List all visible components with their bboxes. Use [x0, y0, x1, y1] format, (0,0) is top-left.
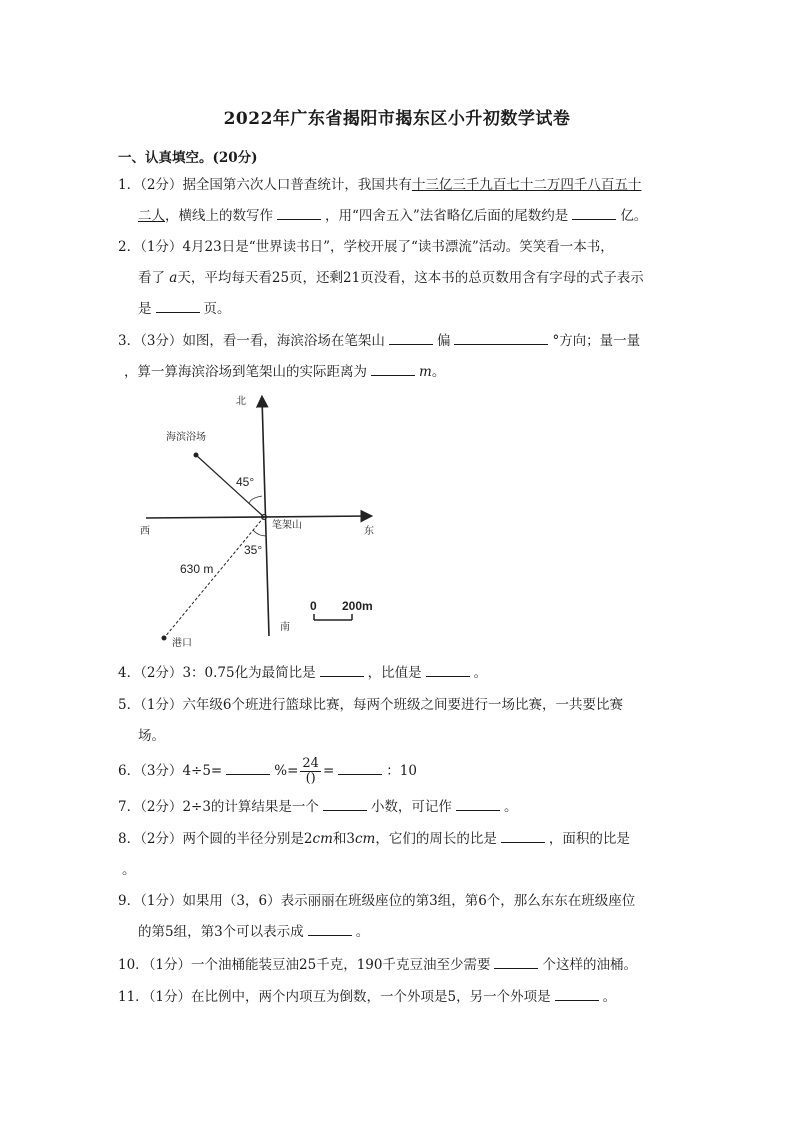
q1-underlined-number: 十三亿三千九百七十二万四千八百五十: [411, 177, 642, 193]
beach-point: [194, 453, 199, 458]
q6-blank-1[interactable]: [226, 760, 270, 775]
port-line: [164, 517, 264, 638]
angle-45-label: 45°: [236, 475, 255, 489]
q10-blank[interactable]: [494, 954, 538, 969]
east-west-axis: [146, 516, 370, 518]
question-6: 6．（3分）4÷5= %= $\frac{24}{()}$ = ：10: [118, 756, 417, 786]
angle-35-label: 35°: [244, 543, 263, 557]
q6-blank-2[interactable]: [338, 760, 382, 775]
question-5: 5．（1分）六年级6个班进行篮球比赛，每两个班级之间要进行一场比赛，一共要比赛 场。: [118, 697, 624, 744]
q7-blank-2[interactable]: [456, 796, 500, 811]
q7-blank-1[interactable]: [323, 796, 367, 811]
q3-blank-2[interactable]: [454, 330, 548, 345]
scale-zero-label: 0: [310, 599, 317, 613]
question-1: 1．（2分）据全国第六次人口普查统计，我国共有十三亿三千九百七十二万四千八百五十 二人，横线上的数写作 ，用“四舍五入”法省略亿后面的尾数约是 亿。: [118, 177, 648, 224]
q6-fraction-denominator-blank[interactable]: (): [305, 771, 316, 786]
port-label: 港口: [172, 638, 192, 649]
q2-blank[interactable]: [156, 298, 200, 313]
direction-map-figure: [138, 388, 383, 653]
mountain-label: 笔架山: [272, 520, 302, 531]
page-title: 2022年广东省揭阳市揭东区小升初数学试卷: [223, 109, 571, 129]
angle-arc-35: [253, 530, 266, 536]
q4-blank-2[interactable]: [426, 662, 470, 677]
q1-blank-1[interactable]: [277, 205, 321, 220]
q9-blank[interactable]: [308, 921, 352, 936]
angle-arc-45: [249, 496, 262, 504]
section-heading: 一、认真填空。(20分): [118, 150, 258, 166]
port-point: [162, 636, 167, 641]
q8-blank-1[interactable]: [501, 828, 545, 843]
east-label: 东: [364, 526, 374, 537]
variable-a: a: [169, 270, 178, 286]
q3-blank-1[interactable]: [389, 330, 433, 345]
q11-blank[interactable]: [555, 986, 599, 1001]
q1-score: （2分）: [140, 177, 183, 193]
scale-200-label: 200m: [342, 599, 373, 613]
question-7: 7．（2分）2÷3的计算结果是一个 小数，可记作 。: [118, 792, 678, 823]
q1-blank-2[interactable]: [572, 205, 616, 220]
south-label: 南: [280, 622, 290, 633]
question-10: 10．（1分）一个油桶能装豆油25千克，190千克豆油至少需要 个这样的油桶。: [118, 950, 678, 981]
north-label: 北: [236, 396, 246, 407]
q4-blank-1[interactable]: [320, 662, 364, 677]
question-9: 9．（1分）如果用（3，6）表示丽丽在班级座位的第3组，第6个，那么东东在班级座位 的第5组，第3个可以表示成 。: [118, 893, 636, 940]
q6-fraction: $\frac{24}{()}$: [302, 756, 319, 786]
question-11: 11．（1分）在比例中，两个内项互为倒数，一个外项是5，另一个外项是 。: [118, 982, 678, 1013]
q1-number: 1．: [118, 177, 141, 193]
question-8: 8．（2分）两个圆的半径分别是2cm和3cm，它们的周长的比是 ，面积的比是 。: [118, 824, 678, 886]
west-label: 西: [140, 526, 150, 537]
q3-blank-3[interactable]: [371, 361, 415, 376]
question-2: 2．（1分）4月23日是“世界读书日”，学校开展了“读书漂流”活动。笑笑看一本书， 看了 a天，平均每天看25页，还剩21页没看，这本书的总页数用含有字母的式子表示 是 页。: [118, 239, 644, 317]
distance-label: 630 m: [180, 562, 214, 576]
question-4: 4．（2分）3：0.75化为最简比是 ，比值是 。: [118, 658, 678, 689]
beach-label: 海滨浴场: [166, 432, 206, 443]
question-3: 3．（3分）如图，看一看，海滨浴场在笔架山 偏 °方向；量一量 ，算一算海滨浴场到笔架山的实际距离为 m。: [118, 326, 678, 388]
